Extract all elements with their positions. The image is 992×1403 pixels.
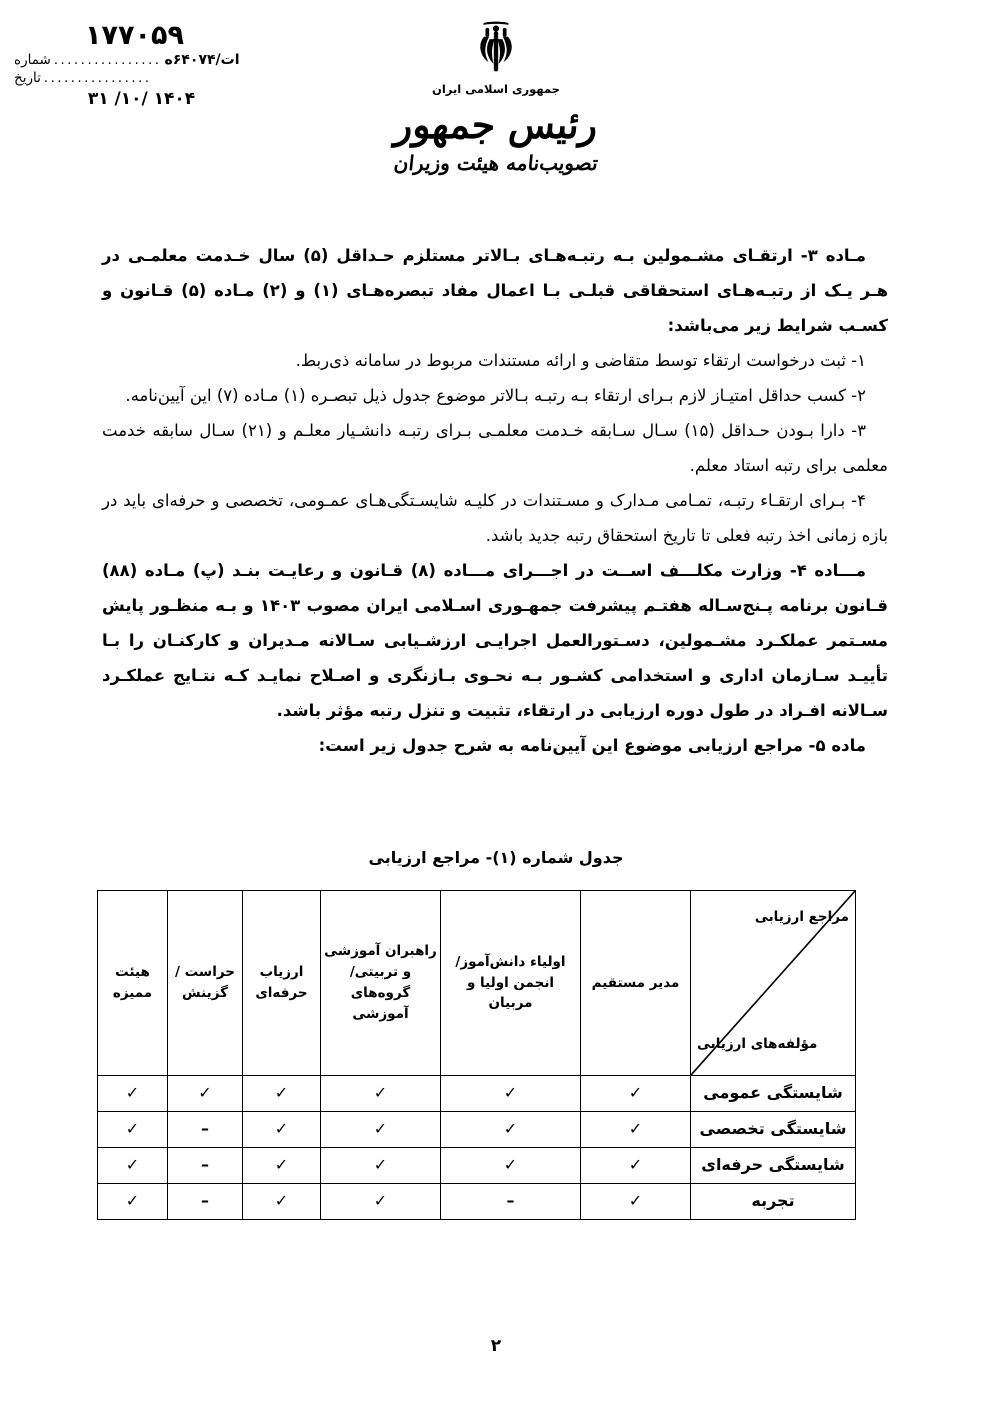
cell-value: ✓ xyxy=(321,1148,441,1184)
cell-value: ✓ xyxy=(441,1112,581,1148)
column-header-protection-selection: حراست / گزینش xyxy=(168,891,243,1076)
number-value: ات/۶۴۰۷۴ه xyxy=(164,52,240,69)
cell-value: ✓ xyxy=(243,1112,321,1148)
number-dots: ................ xyxy=(53,53,162,69)
cell-value: ✓ xyxy=(243,1076,321,1112)
date-value: ۱۴۰۴ /۱۰/ ۳۱ xyxy=(87,89,196,110)
article-4-paragraph: مـــاده ۴- وزارت مکلـــف اســت در اجـــرای مـــاده (۸) قـانون و رعایـت بنـد (پ) مـاده (۸۸) قـانون برنامه پـنج‌سـاله هفتـم پیشرفت جمهـوری اسـلامی ایران مصوب ۱۴۰۳ و بـه منظـور پایش مسـتمر عملکـرد مشـمولین، دسـتورالعمل اجرایـی ارزشـیابی سـالانه مـدیران و کارکنـان را بـا تأییـد سـازمان اداری و استخدامی کشـور بـه نحـوی بـازنگری و اصـلاح نمایـد کـه نتـایج عملکـرد سـالانه افـراد در طول دوره ارزیابی در ارتقاء، تثبیت و تنزل رتبه مؤثر باشد. xyxy=(102,561,888,720)
cell-value: ✓ xyxy=(321,1112,441,1148)
cell-value: ✓ xyxy=(98,1184,168,1220)
table-header xyxy=(98,891,856,1076)
cell-value: – xyxy=(168,1184,243,1220)
column-header-educational-leaders: راهبران آموزشی و تربیتی/گروه‌های آموزشی xyxy=(321,891,441,1076)
evaluation-table xyxy=(97,890,856,1220)
cell-value: ✓ xyxy=(441,1148,581,1184)
president-title: رئیس جمهور xyxy=(392,102,600,147)
article-3-item-3: ۳- دارا بـودن حـداقل (۱۵) سـال سـابقه خـدمت معلمـی بـرای رتبـه دانشـیار معلـم و (۲۱) سـال سابقه خدمت معلمی برای رتبه استاد معلم. xyxy=(102,421,888,475)
article-3-paragraph: مـاده ۳- ارتقـای مشـمولین بـه رتبـه‌هـای بـالاتر مستلزم حـداقل (۵) سال خـدمت معلمـی در هـر یـک از رتبـه‌هـای استحقاقی قبلـی بـا اعمال مفاد تبصره‌هـای (۱) و (۲) مـاده (۵) قـانون و کسـب شرایط زیر می‌باشد: xyxy=(102,246,889,335)
cell-value: ✓ xyxy=(321,1184,441,1220)
article-5-paragraph: ماده ۵- مراجع ارزیابی موضوع این آیین‌نامه به شرح جدول زیر است: xyxy=(318,736,866,755)
table-caption: جدول شماره (۱)- مراجع ارزیابی xyxy=(368,848,624,867)
page-number: ۲ xyxy=(490,1336,502,1356)
emblem-caption: جمهوری اسلامی ایران xyxy=(432,82,560,96)
cell-value: – xyxy=(168,1112,243,1148)
cell-value: ✓ xyxy=(581,1148,691,1184)
table-body xyxy=(98,1076,856,1220)
row-label-specialized-competency: شایستگی تخصصی xyxy=(691,1112,856,1148)
cell-value: ✓ xyxy=(243,1148,321,1184)
article-3-item-4: ۴- بـرای ارتقـاء رتبـه، تمـامی مـدارک و مسـتندات در کلیـه شایسـتگی‌هـای عمـومی، تخصصی و حرفه‌ای باید در بازه زمانی اخذ رتبه فعلی تا تاریخ استحقاق رتبه جدید باشد. xyxy=(102,491,888,545)
document-body xyxy=(102,238,888,763)
table-header-row xyxy=(98,891,856,1076)
table-row xyxy=(98,1148,856,1184)
cell-value: ✓ xyxy=(581,1076,691,1112)
cell-value: ✓ xyxy=(581,1184,691,1220)
cell-value: – xyxy=(168,1148,243,1184)
article-3-item-2: ۲- کسب حداقل امتیـاز لازم بـرای ارتقاء بـه رتبـه بـالاتر موضوع جدول ذیل تبصـره (۱) مـاده (۷) این آیین‌نامه. xyxy=(125,386,866,405)
decree-title: تصویب‌نامه هیئت وزیران xyxy=(392,151,600,175)
column-header-parents-association: اولیاء دانش‌آموز/ انجمن اولیا و مربیان xyxy=(441,891,581,1076)
table-corner-cell xyxy=(691,891,856,1076)
column-header-audit-board: هیئت ممیزه xyxy=(98,891,168,1076)
cell-value: ✓ xyxy=(98,1148,168,1184)
cell-value: – xyxy=(441,1184,581,1220)
cell-value: ✓ xyxy=(98,1112,168,1148)
cell-value: ✓ xyxy=(321,1076,441,1112)
cell-value: ✓ xyxy=(581,1112,691,1148)
table-row xyxy=(98,1112,856,1148)
cell-value: ✓ xyxy=(441,1076,581,1112)
date-dots: ................ xyxy=(43,71,152,87)
table-row xyxy=(98,1076,856,1112)
iran-emblem-icon xyxy=(465,18,527,80)
registration-number: ۱۷۷۰۵۹ xyxy=(85,20,184,51)
column-header-direct-manager: مدیر مستقیم xyxy=(581,891,691,1076)
cell-value: ✓ xyxy=(168,1076,243,1112)
row-label-professional-competency: شایستگی حرفه‌ای xyxy=(691,1148,856,1184)
number-label: شماره xyxy=(14,52,51,69)
column-header-professional-evaluator: ارزیاب حرفه‌ای xyxy=(243,891,321,1076)
cell-value: ✓ xyxy=(98,1076,168,1112)
row-label-experience: تجربه xyxy=(691,1184,856,1220)
corner-label-rows: مؤلفه‌های ارزیابی xyxy=(697,1036,818,1053)
corner-label-columns: مراجع ارزیابی xyxy=(754,909,849,925)
row-label-general-competency: شایستگی عمومی xyxy=(691,1076,856,1112)
article-3-item-1: ۱- ثبت درخواست ارتقاء توسط متقاضی و ارائه مستندات مربوط در سامانه ذی‌ربط. xyxy=(295,351,866,370)
table-row xyxy=(98,1184,856,1220)
document-letterhead xyxy=(0,18,992,175)
date-label: تاریخ xyxy=(14,70,41,87)
evaluation-table-wrapper xyxy=(98,890,856,1220)
cell-value: ✓ xyxy=(243,1184,321,1220)
